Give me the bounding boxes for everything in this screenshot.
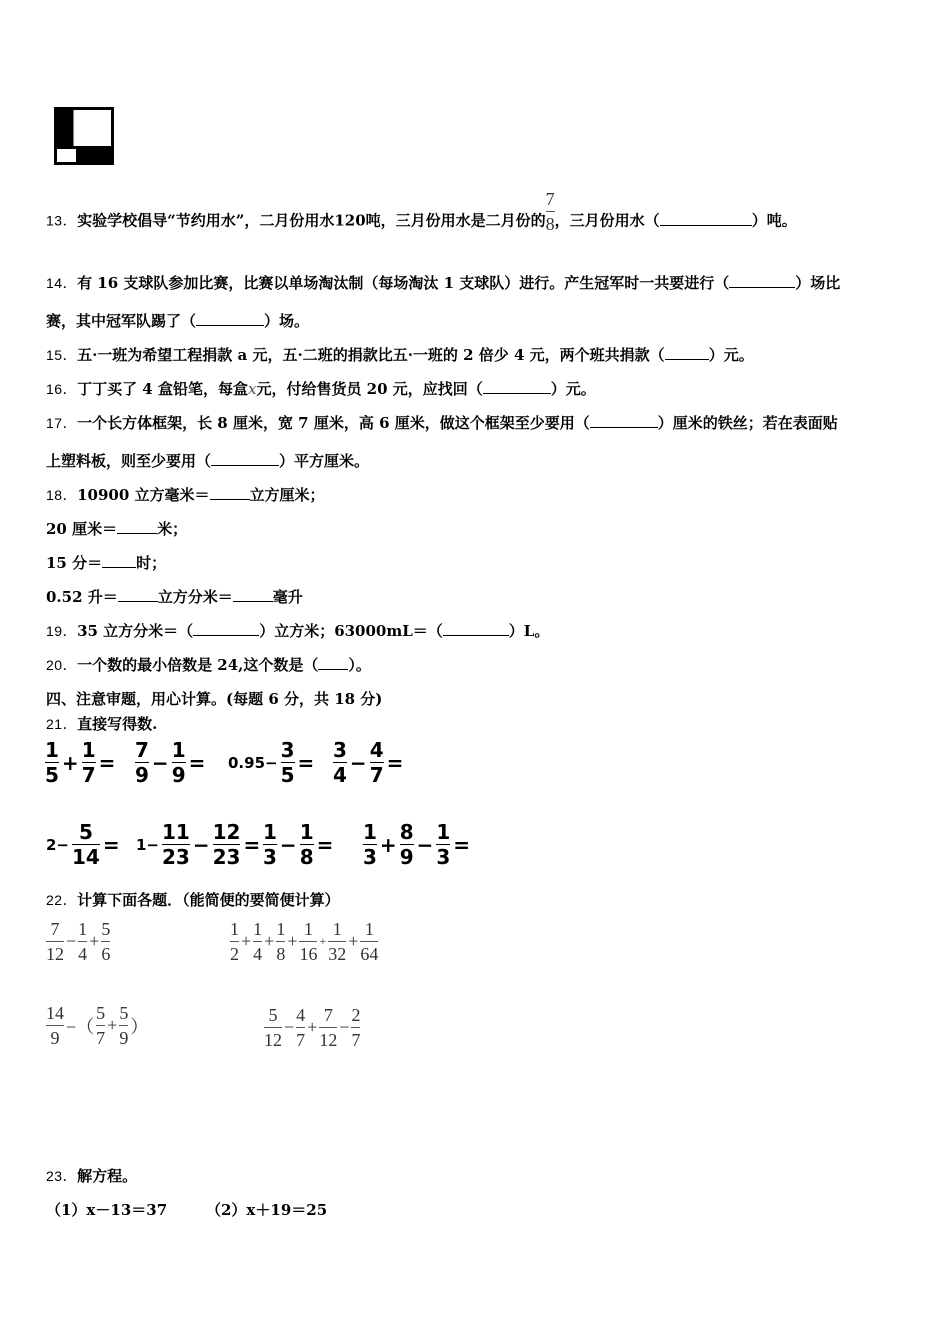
question-13: 13．实验学校倡导“节约用水”，二月份用水120吨，三月份用水是二月份的 $\frac{7}{8}$ ，三月份用水（ ）吨。	[46, 189, 797, 234]
question-14-line2: 赛，其中冠军队踢了（ ）场。	[46, 312, 310, 330]
answer-blank[interactable]	[233, 587, 273, 602]
calc-expr-22-1: $\frac{7}{12}$ − $\frac{1}{4}$ + $\frac{5}{6}$	[46, 919, 111, 964]
question-18-line3: 15 分＝ 时；	[46, 554, 167, 572]
answer-blank[interactable]	[483, 379, 551, 394]
question-22: 22．计算下面各题．（能简便的要简便计算）	[46, 891, 340, 909]
question-21: 21．直接写得数.	[46, 715, 158, 733]
answer-blank[interactable]	[590, 413, 658, 428]
equation-2: （2）x＋19＝25	[206, 1201, 328, 1219]
answer-blank[interactable]	[117, 519, 157, 534]
calc-expr-4: $\frac{3}{4}$ − $\frac{4}{7}$ =	[333, 738, 404, 787]
question-17-line2: 上塑料板，则至少要用（ ）平方厘米。	[46, 452, 370, 470]
answer-blank[interactable]	[118, 587, 158, 602]
question-15: 15．五·一班为希望工程捐款 a 元，五·二班的捐款比五·一班的 2 倍少 4 元，两个班共捐款（ ）元。	[46, 346, 754, 364]
question-17: 17．一个长方体框架，长 8 厘米，宽 7 厘米，高 6 厘米，做这个框架至少要用（ ）厘米的铁丝；若在表面贴	[46, 414, 838, 432]
calc-expr-8: $\frac{1}{3}$ + $\frac{8}{9}$ − $\frac{1}{3}$ =	[363, 820, 471, 869]
answer-blank[interactable]	[660, 211, 752, 226]
calc-expr-2: $\frac{7}{9}$ − $\frac{1}{9}$ =	[135, 738, 206, 787]
grid-figure-icon	[54, 107, 114, 165]
answer-blank[interactable]	[729, 273, 795, 288]
question-18: 18．10900 立方毫米＝ 立方厘米；	[46, 486, 325, 504]
question-23: 23．解方程。	[46, 1167, 138, 1185]
equation-1: （1）x－13＝37	[46, 1201, 168, 1219]
calc-expr-22-3: $\frac{14}{9}$ −（ $\frac{5}{7}$ + $\frac{5}{9}$ ）	[46, 1003, 149, 1048]
calc-expr-22-2: $\frac{1}{2}$ + $\frac{1}{4}$ + $\frac{1}{8}$ + $\frac{1}{16}$ + $\frac{1}{32}$ + $\frac{1}{64}$	[230, 919, 379, 964]
answer-blank[interactable]	[211, 451, 279, 466]
answer-blank[interactable]	[196, 311, 264, 326]
question-18-line4: 0.52 升＝ 立方分米＝ 毫升	[46, 588, 303, 606]
fraction: $\frac{7}{8}$	[545, 189, 555, 234]
calc-expr-22-4: $\frac{5}{12}$ − $\frac{4}{7}$ + $\frac{7}{12}$ − $\frac{2}{7}$	[264, 1005, 361, 1050]
calc-expr-7: $\frac{1}{3}$ − $\frac{1}{8}$ =	[263, 820, 334, 869]
calc-expr-6: 1− $\frac{11}{23}$ − $\frac{12}{23}$ =	[136, 820, 261, 869]
calc-expr-1: $\frac{1}{5}$ + $\frac{1}{7}$ =	[45, 738, 116, 787]
question-19: 19．35 立方分米＝（ ）立方米；63000mL＝（ ）L。	[46, 622, 550, 640]
answer-blank[interactable]	[318, 655, 348, 670]
answer-blank[interactable]	[102, 553, 136, 568]
section-heading: 四、注意审题，用心计算。(每题 6 分，共 18 分)	[46, 690, 383, 708]
answer-blank[interactable]	[665, 345, 709, 360]
calc-expr-5: 2− $\frac{5}{14}$ =	[46, 820, 120, 869]
question-16: 16．丁丁买了 4 盒铅笔，每盒x元，付给售货员 20 元，应找回（ ）元。	[46, 380, 596, 398]
question-14: 14．有 16 支球队参加比赛，比赛以单场淘汰制（每场淘汰 1 支球队）进行。产生冠军时一共要进行（ ）场比	[46, 274, 841, 292]
answer-blank[interactable]	[443, 621, 509, 636]
answer-blank[interactable]	[210, 485, 250, 500]
question-20: 20．一个数的最小倍数是 24,这个数是（ ）。	[46, 656, 371, 674]
calc-expr-3: 0.95− $\frac{3}{5}$ =	[228, 738, 315, 787]
answer-blank[interactable]	[193, 621, 259, 636]
question-18-line2: 20 厘米＝ 米；	[46, 520, 188, 538]
